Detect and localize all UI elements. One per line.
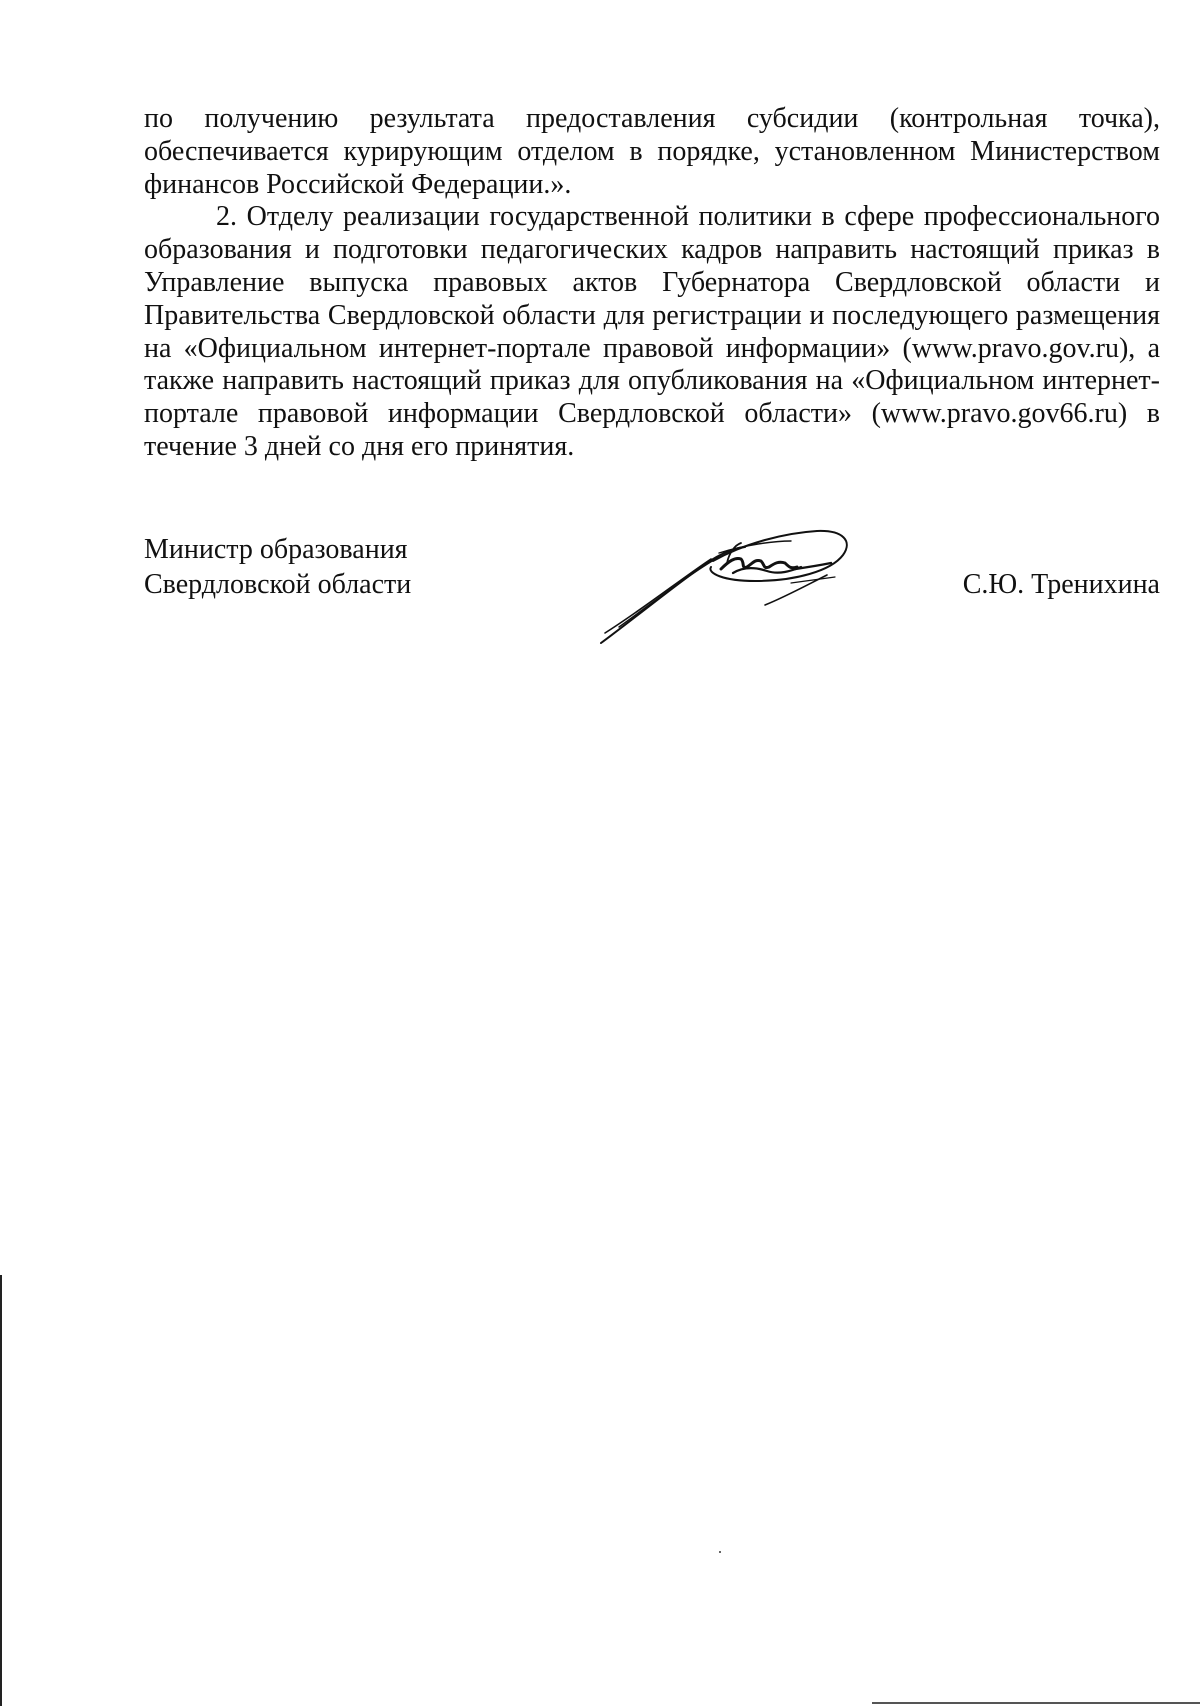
paragraph-item-2: 2. Отделу реализации государственной политики в сфере профессионального образования и подготовки педагогических кадров направить настоящий приказ в Управление выпуска правовых актов Губернатора Свердловской области и Правительства Свердловской области для регистрации и последующего размещения на «Официальном интернет-портале правовой информации» (www.pravo.gov.ru), а также направить настоящий приказ для опубликования на «Официальном интернет-портале правовой информации Свердловской области» (www.pravo.gov66.ru) в течение 3 дней со дня его принятия.: [144, 201, 1160, 462]
signatory-position: [144, 532, 411, 602]
paragraph-continuation: по получению результата предоставления субсидии (контрольная точка), обеспечивается курирующим отделом в порядке, установленном Министерством финансов Российской Федерации.».: [144, 103, 1160, 200]
scan-edge-line-bottom: [872, 1702, 1200, 1704]
signatory-name: С.Ю. Тренихина: [962, 569, 1160, 600]
handwritten-signature-icon: [595, 523, 860, 645]
document-body: [144, 103, 1160, 464]
signatory-position-line-2: Свердловской области: [144, 569, 412, 600]
scan-speck: [719, 1551, 721, 1553]
signatory-position-line-1: Министр образования: [144, 534, 408, 565]
scan-edge-line: [0, 1275, 2, 1706]
